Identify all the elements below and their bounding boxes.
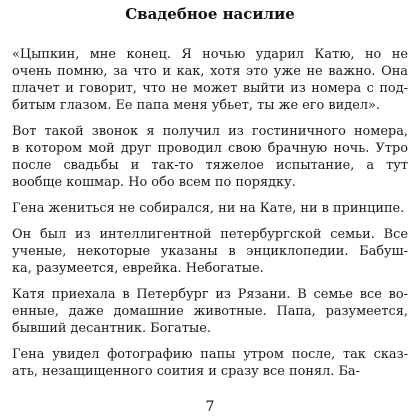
text-line: Вот такой звонок я получил из гостиничного номера, (12, 124, 408, 139)
text-line: енные, даже домашние животные. Папа, разумеется, (12, 304, 408, 319)
text-line: ать, незащищенного соития и сразу все понял. Ба- (12, 364, 360, 379)
text-line: после свадьбы и так-то тяжелое испытание, а тут (12, 158, 408, 173)
page-number: 7 (205, 399, 215, 415)
text-line: вообще кошмар. Но обо всем по порядку. (12, 175, 296, 190)
text-line: Он был из интеллигентной петербургской семьи. Все (12, 227, 408, 242)
text-line: «Цыпкин, мне конец. Я ночью ударил Катю, но не (12, 47, 408, 62)
text-line: Гена жениться не собирался, ни на Кате, ни в принципе. (12, 201, 405, 216)
text-line: в котором мой друг проводил свою брачную ночь. Утро (12, 141, 408, 156)
text-line: ка, разумеется, еврейка. Небогатые. (12, 261, 264, 276)
text-line: битым глазом. Ее папа меня убьет, ты же его видел». (12, 98, 380, 113)
text-line: Катя приехала в Петербург из Рязани. В семье все во- (12, 287, 408, 302)
text-line: ученые, некоторые указаны в энциклопедии. Бабуш- (12, 244, 408, 259)
text-line: очень помню, за что и как, хотя это уже не важно. Она (12, 64, 408, 79)
text-line: бывший десантник. Богатые. (12, 321, 211, 336)
chapter-title: Свадебное насилие (125, 5, 295, 23)
text-line: плачет и говорит, что не может выйти из номера с под- (12, 81, 408, 96)
text-line: Гена увидел фотографию папы утром после, так сказ- (12, 347, 408, 362)
